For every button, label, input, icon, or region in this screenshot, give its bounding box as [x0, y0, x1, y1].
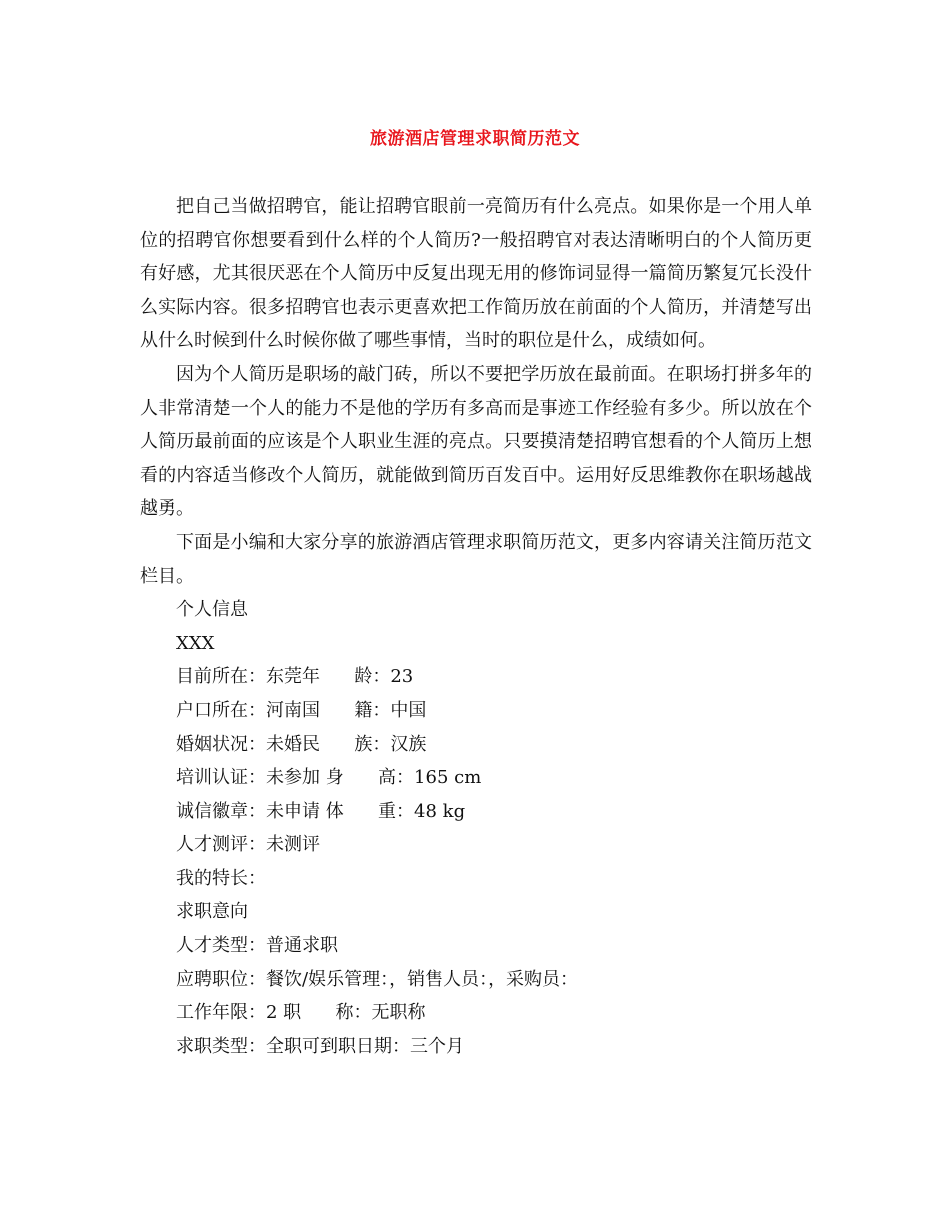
resume-location-age: 目前所在：东莞年 龄：23: [176, 666, 414, 688]
paragraph-resume-tips: 因为个人简历是职场的敲门砖，所以不要把学历放在最前面。在职场打拼多年的人非常清楚一个人的能力不是他的学历有多高而是事迹工作经验有多少。所以放在个人简历最前面的应该是个人职业生涯的亮点。只要摸清楚招聘官想看的个人简历上想看的内容适当修改个人简历，就能做到简历百发百中。运用好反思维教你在职场越战越勇。: [140, 363, 812, 520]
paragraph-intro: 把自己当做招聘官，能让招聘官眼前一亮简历有什么亮点。如果你是一个用人单位的招聘官你想要看到什么样的个人简历?一般招聘官对表达清晰明白的个人简历更有好感，尤其很厌恶在个人简历中反复出现无用的修饰词显得一篇简历繁复冗长没什么实际内容。很多招聘官也表示更喜欢把工作简历放在前面的个人简历，并清楚写出从什么时候到什么时候你做了哪些事情，当时的职位是什么，成绩如何。: [140, 196, 812, 352]
resume-assessment: 人才测评：未测评: [176, 834, 320, 856]
section-heading-personal-info: 个人信息: [176, 599, 248, 621]
document-title: 旅游酒店管理求职简历范文: [370, 129, 580, 149]
document-body: [140, 190, 812, 1063]
section-heading-job-intention: 求职意向: [176, 901, 248, 923]
resume-badge-weight: 诚信徽章：未申请 体 重：48 kg: [176, 800, 466, 822]
resume-work-years-title: 工作年限：2 职 称：无职称: [176, 1002, 426, 1024]
resume-marital-ethnicity: 婚姻状况：未婚民 族：汉族: [176, 733, 427, 755]
paragraph-share: 下面是小编和大家分享的旅游酒店管理求职简历范文，更多内容请关注简历范文栏目。: [140, 531, 812, 587]
resume-job-type-start: 求职类型：全职可到职日期：三个月: [176, 1035, 464, 1057]
resume-positions: 应聘职位：餐饮/娱乐管理：，销售人员：，采购员：: [176, 968, 579, 990]
resume-training-height: 培训认证：未参加 身 高：165 cm: [176, 767, 482, 789]
resume-talent-type: 人才类型：普通求职: [176, 935, 338, 957]
resume-name: XXX: [176, 632, 215, 654]
resume-hukou-nationality: 户口所在：河南国 籍：中国: [176, 699, 427, 721]
resume-specialty: 我的特长：: [176, 867, 266, 889]
